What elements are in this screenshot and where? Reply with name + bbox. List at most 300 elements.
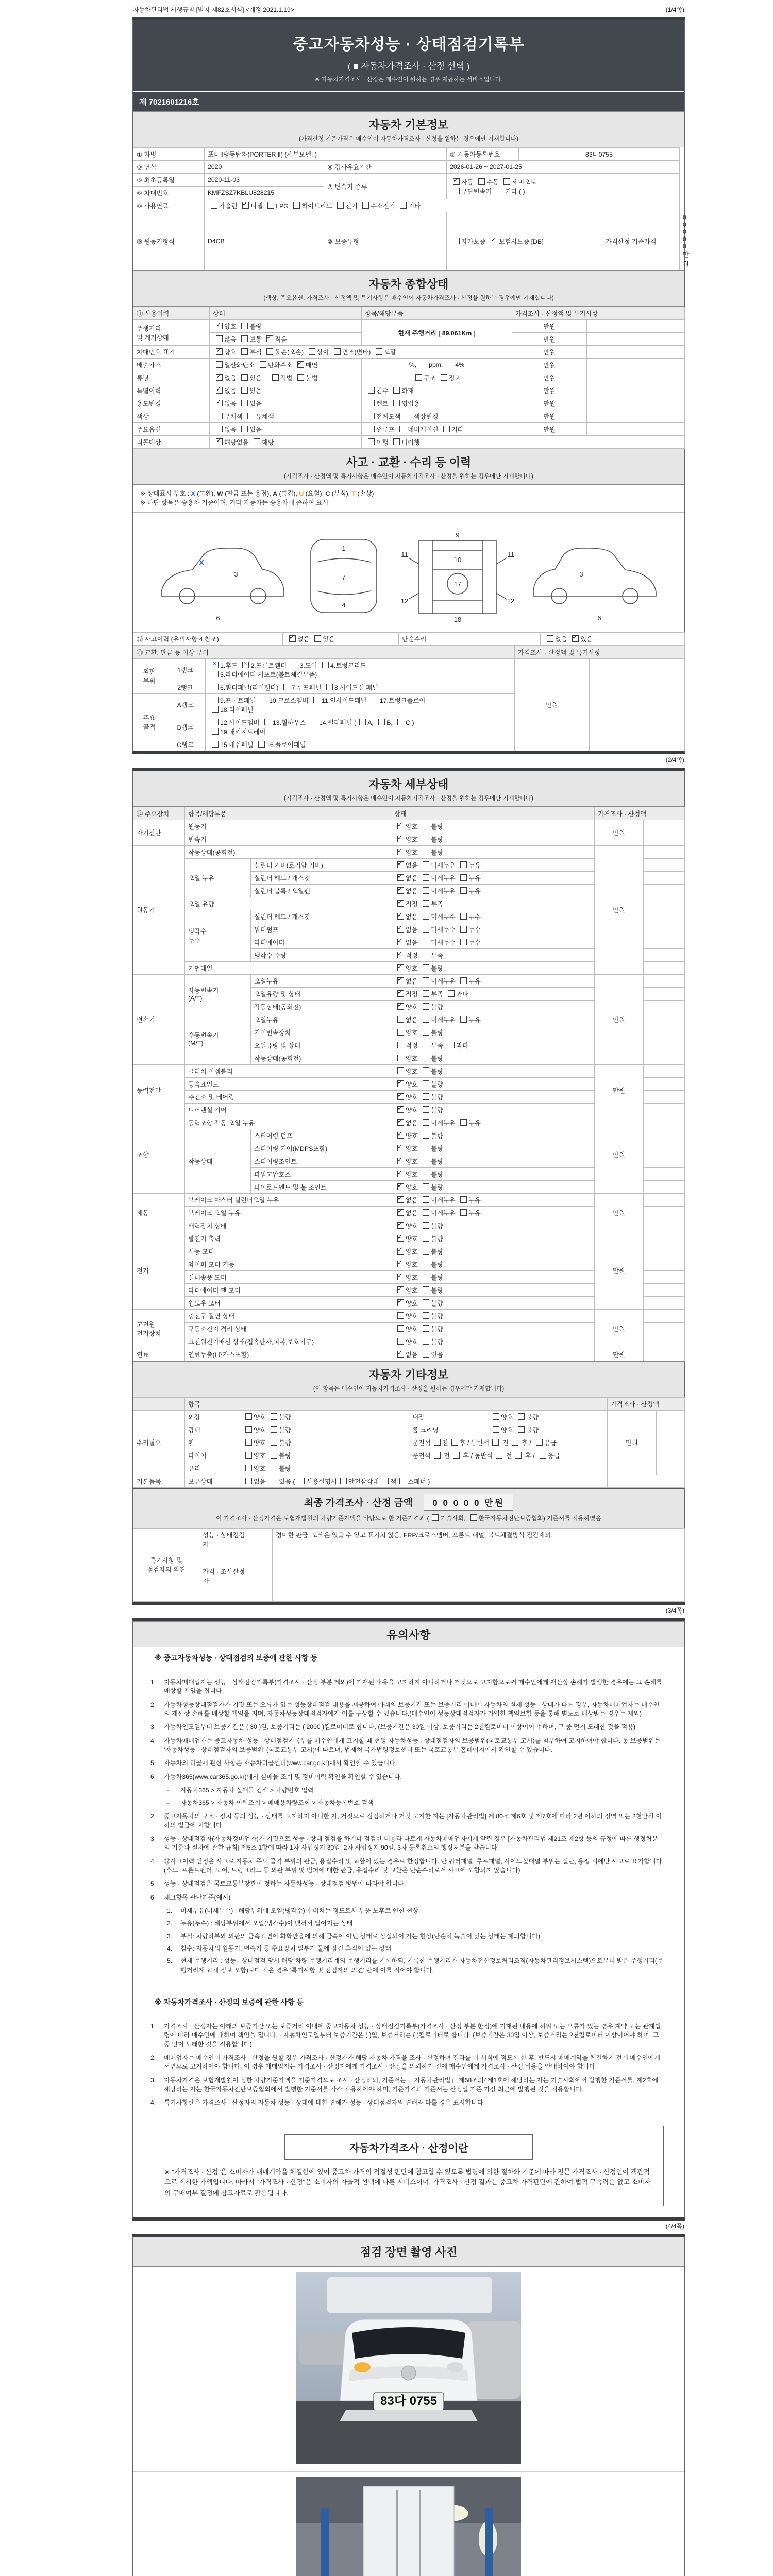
checkbox-checked[interactable] — [397, 861, 404, 868]
diagram-number: 4 — [342, 601, 346, 609]
checkbox-unchecked[interactable] — [434, 1439, 441, 1446]
checkbox-unchecked[interactable] — [423, 1029, 429, 1036]
checkbox-unchecked[interactable] — [423, 1003, 429, 1010]
checkbox-unchecked[interactable] — [423, 1351, 429, 1358]
checkbox-unchecked[interactable] — [212, 728, 219, 735]
checkbox-unchecked[interactable] — [322, 662, 329, 668]
checkbox-checked[interactable] — [397, 1183, 404, 1190]
checkbox-unchecked[interactable] — [518, 1426, 525, 1433]
checkbox-unchecked[interactable] — [397, 1029, 404, 1036]
checkbox-unchecked[interactable] — [397, 719, 404, 725]
checkbox-unchecked[interactable] — [266, 348, 273, 355]
checkbox-unchecked[interactable] — [453, 1452, 460, 1459]
checkbox-unchecked[interactable] — [493, 1426, 499, 1433]
checkbox-unchecked[interactable] — [415, 374, 422, 381]
table-cell — [644, 1206, 685, 1219]
checkbox-unchecked[interactable] — [241, 387, 248, 394]
checkbox-unchecked[interactable] — [493, 1413, 499, 1420]
table-cell: 자동변속기 (A/T) — [185, 974, 251, 1013]
table-cell: 워터펌프 — [251, 923, 391, 936]
section-accident-header — [133, 449, 684, 485]
checkbox-checked[interactable] — [397, 1286, 404, 1293]
checkbox-checked[interactable] — [397, 1196, 404, 1203]
state-code-line: ※ 상태표시 부호 : X (교환), W (판금 또는 용접), A (흠집), U (요철), C (부식), T (손상) — [140, 490, 374, 497]
table-cell: 충전구 절연 상태 — [185, 1309, 391, 1322]
checkbox-unchecked[interactable] — [460, 913, 467, 920]
checkbox-unchecked[interactable] — [216, 335, 223, 342]
checkbox-checked[interactable] — [397, 1209, 404, 1216]
checkbox-unchecked[interactable] — [423, 1158, 429, 1164]
checkbox-unchecked[interactable] — [423, 1132, 429, 1139]
checkbox-unchecked[interactable] — [326, 684, 333, 690]
table-cell: ✓ 양호 불량 — [391, 1090, 595, 1103]
checkbox-unchecked[interactable] — [397, 1325, 404, 1332]
table-cell: 연료누출(LP가스포함) — [185, 1348, 391, 1361]
vehicle-diagram-svg — [141, 515, 677, 627]
checkbox-unchecked[interactable] — [368, 438, 375, 445]
checkbox-checked[interactable] — [297, 361, 304, 368]
table-cell — [644, 936, 685, 948]
checkbox-unchecked[interactable] — [460, 874, 467, 881]
checkbox-checked[interactable] — [242, 202, 249, 209]
checkbox-unchecked[interactable] — [393, 387, 400, 394]
diagram-number: 3 — [579, 570, 583, 578]
checkbox-unchecked[interactable] — [271, 1413, 277, 1420]
checkbox-unchecked[interactable] — [297, 374, 304, 381]
final-price-note: 이 가격조사 · 산정가격은 보험개발원의 차량기준가액을 바탕으로 한 기준가격과 ( 기술사회, 한국자동차진단보증협회) 기준서를 적용하였음 — [216, 1514, 601, 1522]
checkbox-checked[interactable] — [397, 1248, 404, 1255]
checkbox-checked[interactable] — [397, 939, 404, 945]
table-cell: 기본품목 — [133, 1475, 185, 1487]
checkbox-unchecked[interactable] — [368, 413, 375, 419]
checkbox-checked[interactable] — [289, 635, 296, 642]
checkbox-checked[interactable] — [397, 977, 404, 984]
checkbox-checked[interactable] — [397, 1171, 404, 1177]
table-cell: 무채색 유채색 — [210, 410, 362, 423]
checkbox-unchecked[interactable] — [423, 874, 429, 881]
checkbox-unchecked[interactable] — [434, 1452, 441, 1459]
checkbox-unchecked[interactable] — [460, 887, 467, 894]
checkbox-checked[interactable] — [397, 836, 404, 842]
checkbox-unchecked[interactable] — [340, 1478, 347, 1484]
checkbox-unchecked[interactable] — [337, 202, 344, 209]
checkbox-unchecked[interactable] — [423, 1312, 429, 1319]
column-header: 항목 — [185, 1397, 608, 1410]
checkbox-unchecked[interactable] — [397, 1338, 404, 1345]
checkbox-unchecked[interactable] — [512, 1439, 518, 1446]
checkbox-unchecked[interactable] — [397, 1067, 404, 1074]
checkbox-unchecked[interactable] — [362, 202, 369, 209]
column-header: 항목/해당부품 — [185, 807, 391, 820]
checkbox-checked[interactable] — [397, 1351, 404, 1358]
checkbox-unchecked[interactable] — [423, 1248, 429, 1255]
checkbox-unchecked[interactable] — [241, 348, 248, 355]
table-cell — [512, 436, 685, 449]
checkbox-unchecked[interactable] — [460, 1209, 467, 1216]
notice-item — [150, 1701, 664, 1719]
table-cell: 작동상태(공회전) — [251, 1000, 391, 1013]
notice-item-number: 5. — [150, 1880, 156, 1888]
checkbox-unchecked[interactable] — [492, 1439, 499, 1446]
checkbox-unchecked[interactable] — [399, 1478, 406, 1484]
notice-item — [150, 1812, 664, 1830]
inspection-photo-rear — [296, 2477, 521, 2576]
checkbox-unchecked[interactable] — [423, 1235, 429, 1242]
table-cell — [644, 961, 685, 974]
table-cell: 휠 — [185, 1436, 239, 1449]
checkbox-unchecked[interactable] — [254, 438, 260, 445]
checkbox-unchecked[interactable] — [448, 1042, 455, 1048]
checkbox-unchecked[interactable] — [245, 1426, 252, 1433]
checkbox-checked[interactable] — [397, 926, 404, 933]
table-cell — [644, 948, 685, 961]
checkbox-unchecked[interactable] — [540, 1452, 546, 1459]
checkbox-unchecked[interactable] — [378, 719, 385, 725]
notice-item-number: 4. — [150, 1737, 156, 1744]
checkbox-unchecked[interactable] — [423, 926, 429, 933]
checkbox-checked[interactable] — [397, 964, 404, 971]
checkbox-unchecked[interactable] — [245, 1478, 252, 1484]
checkbox-unchecked[interactable] — [397, 1055, 404, 1061]
checkbox-checked[interactable] — [397, 952, 404, 958]
table-cell: 9.프론트패널 10.크로스멤버 11.인사이드패널 17.트렁크플로어 18.리어패널 — [206, 693, 515, 716]
table-cell: 외판 부위 — [133, 658, 165, 693]
checkbox-checked[interactable] — [397, 1222, 404, 1229]
checkbox-unchecked[interactable] — [258, 741, 265, 748]
checkbox-unchecked[interactable] — [241, 335, 248, 342]
checkbox-unchecked[interactable] — [298, 1478, 305, 1484]
checkbox-unchecked[interactable] — [460, 1016, 467, 1023]
state-code-legend — [133, 485, 684, 513]
table-cell: 없음 있음 ( 사용설명서 안전삼각대 잭 스패너 ) — [239, 1475, 608, 1487]
checkbox-checked[interactable] — [397, 1261, 404, 1267]
checkbox-unchecked[interactable] — [460, 1119, 467, 1126]
checkbox-checked[interactable] — [397, 1119, 404, 1126]
checkbox-unchecked[interactable] — [423, 1042, 429, 1048]
checkbox-unchecked[interactable] — [309, 348, 315, 355]
checkbox-checked[interactable] — [397, 1003, 404, 1010]
checkbox-unchecked[interactable] — [260, 361, 266, 368]
checkbox-unchecked[interactable] — [292, 662, 298, 668]
checkbox-x-marked[interactable] — [212, 662, 219, 668]
checkbox-checked[interactable] — [266, 335, 273, 342]
checkbox-unchecked[interactable] — [216, 426, 223, 432]
checkbox-unchecked[interactable] — [245, 1452, 252, 1459]
table-cell: ✓ 없음 있음 적법 불법 — [210, 371, 362, 384]
checkbox-unchecked[interactable] — [432, 1514, 439, 1521]
checkbox-unchecked[interactable] — [212, 684, 219, 690]
checkbox-checked[interactable] — [453, 178, 460, 185]
checkbox-checked[interactable] — [397, 1132, 404, 1139]
checkbox-unchecked[interactable] — [271, 1465, 277, 1471]
checkbox-unchecked[interactable] — [247, 413, 254, 419]
checkbox-unchecked[interactable] — [423, 1119, 429, 1126]
checkbox-unchecked[interactable] — [423, 900, 429, 907]
checkbox-unchecked[interactable] — [453, 238, 460, 244]
checkbox-unchecked[interactable] — [216, 361, 223, 368]
checkbox-unchecked[interactable] — [423, 1299, 429, 1306]
checkbox-unchecked[interactable] — [443, 426, 450, 432]
checkbox-unchecked[interactable] — [368, 426, 375, 432]
checkbox-unchecked[interactable] — [376, 348, 382, 355]
checkbox-unchecked[interactable] — [406, 413, 412, 419]
table-cell — [587, 320, 685, 333]
checkbox-checked[interactable] — [397, 1080, 404, 1087]
checkbox-unchecked[interactable] — [212, 697, 219, 703]
notice-item-text: 누유(누수) : 해당부위에서 오일(냉각수)이 맺혀서 떨어지는 상태 — [180, 1920, 353, 1927]
checkbox-unchecked[interactable] — [460, 977, 467, 984]
checkbox-unchecked[interactable] — [441, 374, 447, 381]
checkbox-checked[interactable] — [397, 874, 404, 881]
column-header: 상태 — [210, 307, 362, 320]
table-cell — [587, 333, 685, 346]
checkbox-unchecked[interactable] — [334, 348, 341, 355]
checkbox-unchecked[interactable] — [460, 861, 467, 868]
checkbox-unchecked[interactable] — [359, 719, 366, 725]
checkbox-unchecked[interactable] — [503, 178, 510, 185]
section-title: 자동차 세부상태 — [368, 777, 449, 791]
checkbox-unchecked[interactable] — [241, 400, 248, 406]
checkbox-unchecked[interactable] — [245, 1465, 252, 1471]
checkbox-unchecked[interactable] — [313, 697, 320, 703]
table-cell: 브레이크 오일 누유 — [185, 1206, 391, 1219]
checkbox-unchecked[interactable] — [423, 1286, 429, 1293]
checkbox-unchecked[interactable] — [271, 1439, 277, 1446]
notice-item-number: 2. — [150, 1812, 156, 1820]
checkbox-checked[interactable] — [216, 323, 223, 329]
checkbox-unchecked[interactable] — [271, 1452, 277, 1459]
checkbox-unchecked[interactable] — [453, 188, 460, 194]
table-cell: 와이퍼 모터 기능 — [185, 1258, 391, 1270]
checkbox-x-marked[interactable] — [242, 662, 249, 668]
table-cell: ⑦ 변속기 종류 — [324, 174, 447, 199]
checkbox-unchecked[interactable] — [496, 1452, 502, 1459]
checkbox-unchecked[interactable] — [212, 706, 219, 713]
table-cell: 시동 모터 — [185, 1245, 391, 1258]
checkbox-unchecked[interactable] — [423, 1261, 429, 1267]
table-cell — [587, 410, 685, 423]
checkbox-unchecked[interactable] — [211, 202, 217, 209]
checkbox-unchecked[interactable] — [460, 926, 467, 933]
checkbox-checked[interactable] — [397, 900, 404, 907]
checkbox-unchecked[interactable] — [423, 990, 429, 997]
checkbox-unchecked[interactable] — [423, 1093, 429, 1100]
table-cell: ⑩ 보증유형 — [324, 212, 447, 270]
checkbox-unchecked[interactable] — [497, 188, 503, 194]
checkbox-unchecked[interactable] — [423, 836, 429, 842]
notice-item — [150, 1723, 664, 1732]
checkbox-unchecked[interactable] — [423, 1209, 429, 1216]
checkbox-checked[interactable] — [397, 1093, 404, 1100]
table-cell: 클러치 어셈블리 — [185, 1064, 391, 1077]
checkbox-checked[interactable] — [216, 387, 223, 394]
checkbox-checked[interactable] — [216, 348, 223, 355]
table-cell — [590, 658, 685, 751]
section-subtitle: (색상, 주요옵션, 가격조사 · 산정액 및 특기사항은 매수인이 자동차가격조사 · 산정을 원하는 경우에만 기재합니다) — [263, 295, 554, 301]
checkbox-checked[interactable] — [491, 238, 497, 244]
checkbox-unchecked[interactable] — [423, 952, 429, 958]
checkbox-unchecked[interactable] — [393, 438, 400, 445]
checkbox-unchecked[interactable] — [423, 1055, 429, 1061]
checkbox-checked[interactable] — [397, 913, 404, 920]
checkbox-unchecked[interactable] — [393, 400, 400, 406]
checkbox-unchecked[interactable] — [423, 977, 429, 984]
checkbox-unchecked[interactable] — [423, 1080, 429, 1087]
checkbox-checked[interactable] — [216, 374, 223, 381]
table-cell: 가솔린 ✓디젤 LPG 하이브리드 전기 수소전기 기타 — [205, 199, 680, 212]
checkbox-checked[interactable] — [572, 635, 579, 642]
checkbox-checked[interactable] — [216, 438, 223, 445]
checkbox-checked[interactable] — [397, 1158, 404, 1164]
table-cell: 1랭크 — [165, 658, 206, 681]
checkbox-unchecked[interactable] — [368, 387, 375, 394]
checkbox-unchecked[interactable] — [423, 913, 429, 920]
checkbox-unchecked[interactable] — [423, 861, 429, 868]
document — [132, 0, 689, 2576]
checkbox-unchecked[interactable] — [460, 939, 467, 945]
table-cell: ✓ 없음 미세누유 누유 — [391, 858, 595, 871]
checkbox-checked[interactable] — [397, 849, 404, 855]
notice-item-text: 자동차의 리콜에 관한 사항은 자동차리콜센터(www.car.go.kr)에서 확인할 수 있습니다. — [164, 1759, 397, 1767]
table-cell: 파워고압호스 — [251, 1167, 391, 1180]
price-select-line: ( ■ 자동차가격조사 · 산정 선택 ) — [347, 61, 470, 71]
checkbox-unchecked[interactable] — [423, 1183, 429, 1190]
checkbox-checked[interactable] — [397, 887, 404, 894]
notice-item-number: 1. — [150, 1678, 156, 1686]
table-cell: 변속기 — [133, 974, 185, 1064]
checkbox-unchecked[interactable] — [264, 719, 271, 725]
checkbox-unchecked[interactable] — [241, 426, 248, 432]
checkbox-checked[interactable] — [397, 1106, 404, 1113]
table-cell — [644, 1064, 685, 1077]
table-cell: ✓ 적정 부족 과다 — [391, 987, 595, 1000]
checkbox-unchecked[interactable] — [423, 849, 429, 855]
checkbox-unchecked[interactable] — [272, 374, 279, 381]
checkbox-unchecked[interactable] — [245, 1439, 252, 1446]
checkbox-unchecked[interactable] — [423, 1325, 429, 1332]
checkbox-unchecked[interactable] — [397, 1312, 404, 1319]
checkbox-unchecked[interactable] — [423, 1067, 429, 1074]
table-cell: 성능 · 상태점검 자 — [199, 1528, 273, 1565]
basic-info-table — [133, 147, 689, 270]
checkbox-unchecked[interactable] — [314, 635, 321, 642]
checkbox-unchecked[interactable] — [372, 697, 378, 703]
table-cell: 렌트 영업용 — [362, 397, 512, 410]
checkbox-checked[interactable] — [397, 1274, 404, 1280]
table-cell: ✓자동 수동 세미오토 무단변속기 기타 ( ) — [447, 174, 680, 199]
checkbox-unchecked[interactable] — [267, 202, 274, 209]
diagram-number: 18 — [453, 615, 462, 623]
checkbox-unchecked[interactable] — [423, 1222, 429, 1229]
checkbox-unchecked[interactable] — [368, 400, 375, 406]
table-cell: 냉각수 수량 — [251, 948, 391, 961]
table-cell: ✓ 양호 불량 — [391, 1232, 595, 1245]
checkbox-checked[interactable] — [216, 400, 223, 406]
checkbox-unchecked[interactable] — [423, 1171, 429, 1177]
table-cell: 양호 불량 — [486, 1410, 608, 1423]
page-marker-3: (3/4쪽) — [665, 1606, 684, 1614]
checkbox-unchecked[interactable] — [423, 887, 429, 894]
checkbox-unchecked[interactable] — [212, 671, 219, 677]
checkbox-checked[interactable] — [397, 1235, 404, 1242]
table-cell: A랭크 — [165, 693, 206, 716]
section-subtitle: (가격조사 · 산정액 및 특기사항은 매수인이 자동차가격조사 · 산정을 원하는 경우에만 기재합니다) — [284, 795, 533, 802]
checkbox-unchecked[interactable] — [397, 1016, 404, 1023]
table-cell — [644, 871, 685, 884]
checkbox-unchecked[interactable] — [460, 1196, 467, 1203]
checkbox-unchecked[interactable] — [423, 1196, 429, 1203]
checkbox-checked[interactable] — [397, 990, 404, 997]
checkbox-unchecked[interactable] — [547, 635, 553, 642]
column-header: 가격조사 · 산정액 — [608, 1397, 685, 1410]
table-cell: 전기 — [133, 1232, 185, 1309]
checkbox-unchecked[interactable] — [400, 202, 407, 209]
checkbox-unchecked[interactable] — [470, 1514, 477, 1521]
checkbox-unchecked[interactable] — [423, 1274, 429, 1280]
table-cell: ✓ 양호 불량 — [391, 961, 595, 974]
checkbox-unchecked[interactable] — [423, 1145, 429, 1151]
checkbox-unchecked[interactable] — [271, 1478, 277, 1484]
checkbox-unchecked[interactable] — [283, 684, 290, 690]
service-note: ※ 자동차가격조사 · 산정은 매수인이 원하는 경우 제공하는 서비스입니다. — [314, 77, 503, 83]
checkbox-unchecked[interactable] — [423, 1106, 429, 1113]
table-cell: 원동기 — [185, 820, 391, 833]
checkbox-unchecked[interactable] — [241, 374, 248, 381]
checkbox-unchecked[interactable] — [478, 178, 485, 185]
table-cell: 브레이크 마스터 실린더오일 누유 — [185, 1193, 391, 1206]
checkbox-unchecked[interactable] — [399, 426, 406, 432]
checkbox-unchecked[interactable] — [423, 1338, 429, 1345]
table-cell — [644, 1052, 685, 1064]
checkbox-unchecked[interactable] — [397, 1042, 404, 1048]
checkbox-unchecked[interactable] — [451, 1439, 458, 1446]
checkbox-unchecked[interactable] — [293, 202, 300, 209]
checkbox-unchecked[interactable] — [271, 1426, 277, 1433]
checkbox-unchecked[interactable] — [448, 990, 455, 997]
checkbox-unchecked[interactable] — [216, 413, 223, 419]
table-cell: 작동상태(공회전) — [185, 845, 391, 858]
table-cell: 만원 — [512, 410, 587, 423]
checkbox-unchecked[interactable] — [241, 323, 248, 329]
checkbox-unchecked[interactable] — [311, 719, 317, 725]
table-cell: 주요옵션 — [133, 423, 210, 436]
table-cell: 만원 — [608, 1410, 657, 1475]
notice-item-number: 6. — [150, 1893, 156, 1901]
checkbox-checked[interactable] — [397, 1299, 404, 1306]
checkbox-checked[interactable] — [397, 1145, 404, 1151]
checkbox-unchecked[interactable] — [515, 1452, 522, 1459]
checkbox-unchecked[interactable] — [518, 1413, 525, 1420]
checkbox-checked[interactable] — [397, 823, 404, 829]
table-cell — [644, 1219, 685, 1232]
page-gap — [132, 1605, 685, 1618]
other-info-table — [133, 1397, 684, 1488]
diagram-number: 12 — [507, 597, 515, 605]
checkbox-unchecked[interactable] — [382, 1478, 389, 1484]
checkbox-unchecked[interactable] — [423, 939, 429, 945]
notice-item-text: 자동차365(www.car365.go.kr)에서 실매물 조회 및 정비이력 확인을 확인할 수 있습니다. — [164, 1773, 402, 1781]
checkbox-unchecked[interactable] — [423, 823, 429, 829]
table-cell: C랭크 — [165, 738, 206, 751]
checkbox-unchecked[interactable] — [423, 964, 429, 971]
checkbox-unchecked[interactable] — [261, 697, 267, 703]
checkbox-unchecked[interactable] — [536, 1439, 543, 1446]
checkbox-unchecked[interactable] — [245, 1413, 252, 1420]
checkbox-unchecked[interactable] — [212, 719, 219, 725]
checkbox-unchecked[interactable] — [423, 1016, 429, 1023]
table-cell: 가격 · 조사산정 자 — [199, 1565, 273, 1601]
checkbox-unchecked[interactable] — [212, 741, 219, 748]
